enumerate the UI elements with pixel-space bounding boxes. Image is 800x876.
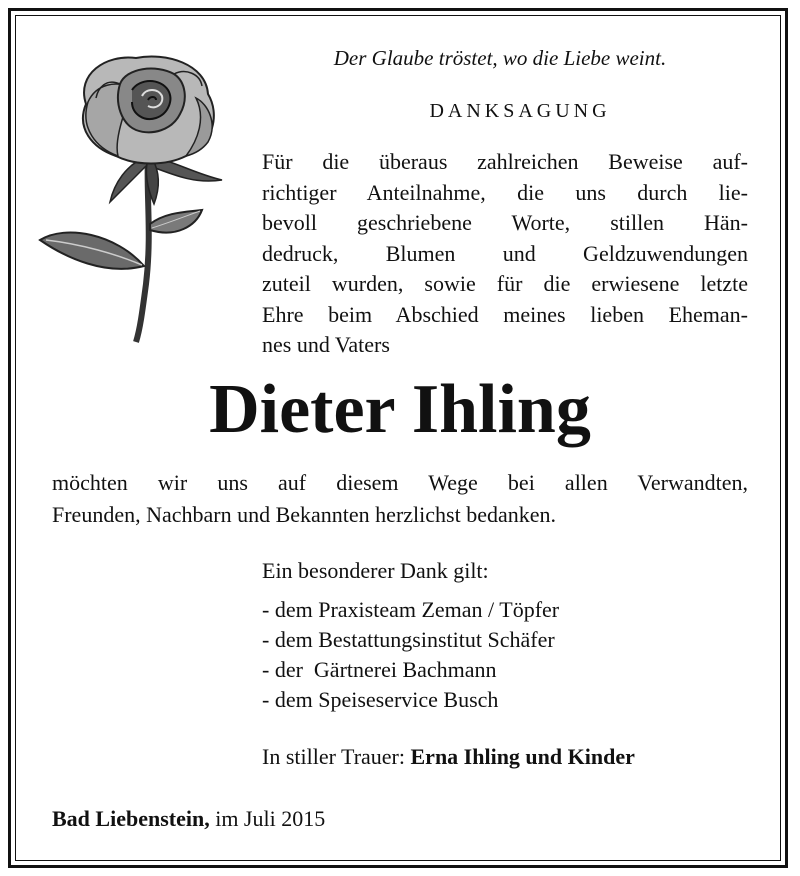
intro-line: dedruck, Blumen und Geldzuwendungen [262, 240, 748, 266]
intro-line: richtiger Anteilnahme, die uns durch lie- [262, 179, 748, 205]
special-thanks-label: Ein besonderer Dank gilt: [262, 558, 489, 583]
intro-line: zuteil wurden, sowie für die erwiesene letzte [262, 271, 748, 296]
mourning-line [262, 742, 635, 772]
list-item: - dem Speiseservice Busch [262, 687, 499, 712]
thanks-text [52, 467, 748, 531]
intro-line: Für die überaus zahlreichen Beweise auf- [262, 149, 748, 174]
deceased-name: Dieter Ihling [209, 371, 591, 448]
date: im Juli 2015 [215, 806, 326, 831]
list-item: - dem Praxisteam Zeman / Töpfer [262, 597, 560, 622]
motto: Der Glaube tröstet, wo die Liebe weint. [333, 46, 667, 70]
mourning-names: Erna Ihling und Kinder [410, 744, 635, 769]
thanks-line: Freunden, Nachbarn und Bekannten herzlichst bedanken. [52, 502, 556, 527]
list-item: - der Gärtnerei Bachmann [262, 657, 497, 682]
intro-line: Ehre beim Abschied meines lieben Eheman- [262, 301, 748, 327]
intro-line: nes und Vaters [262, 332, 390, 357]
thanks-line: möchten wir uns auf diesem Wege bei allen Verwandten, [52, 470, 748, 495]
intro-line: bevoll geschriebene Worte, stillen Hän- [262, 210, 748, 235]
rose-illustration [36, 44, 236, 344]
heading: DANKSAGUNG [429, 100, 611, 122]
special-thanks-list [262, 595, 559, 715]
intro-text [262, 147, 748, 361]
place: Bad Liebenstein, [52, 806, 210, 831]
place-date [52, 804, 325, 834]
list-item: - dem Bestattungsinstitut Schäfer [262, 627, 555, 652]
mourning-prefix: In stiller Trauer: [262, 744, 405, 769]
